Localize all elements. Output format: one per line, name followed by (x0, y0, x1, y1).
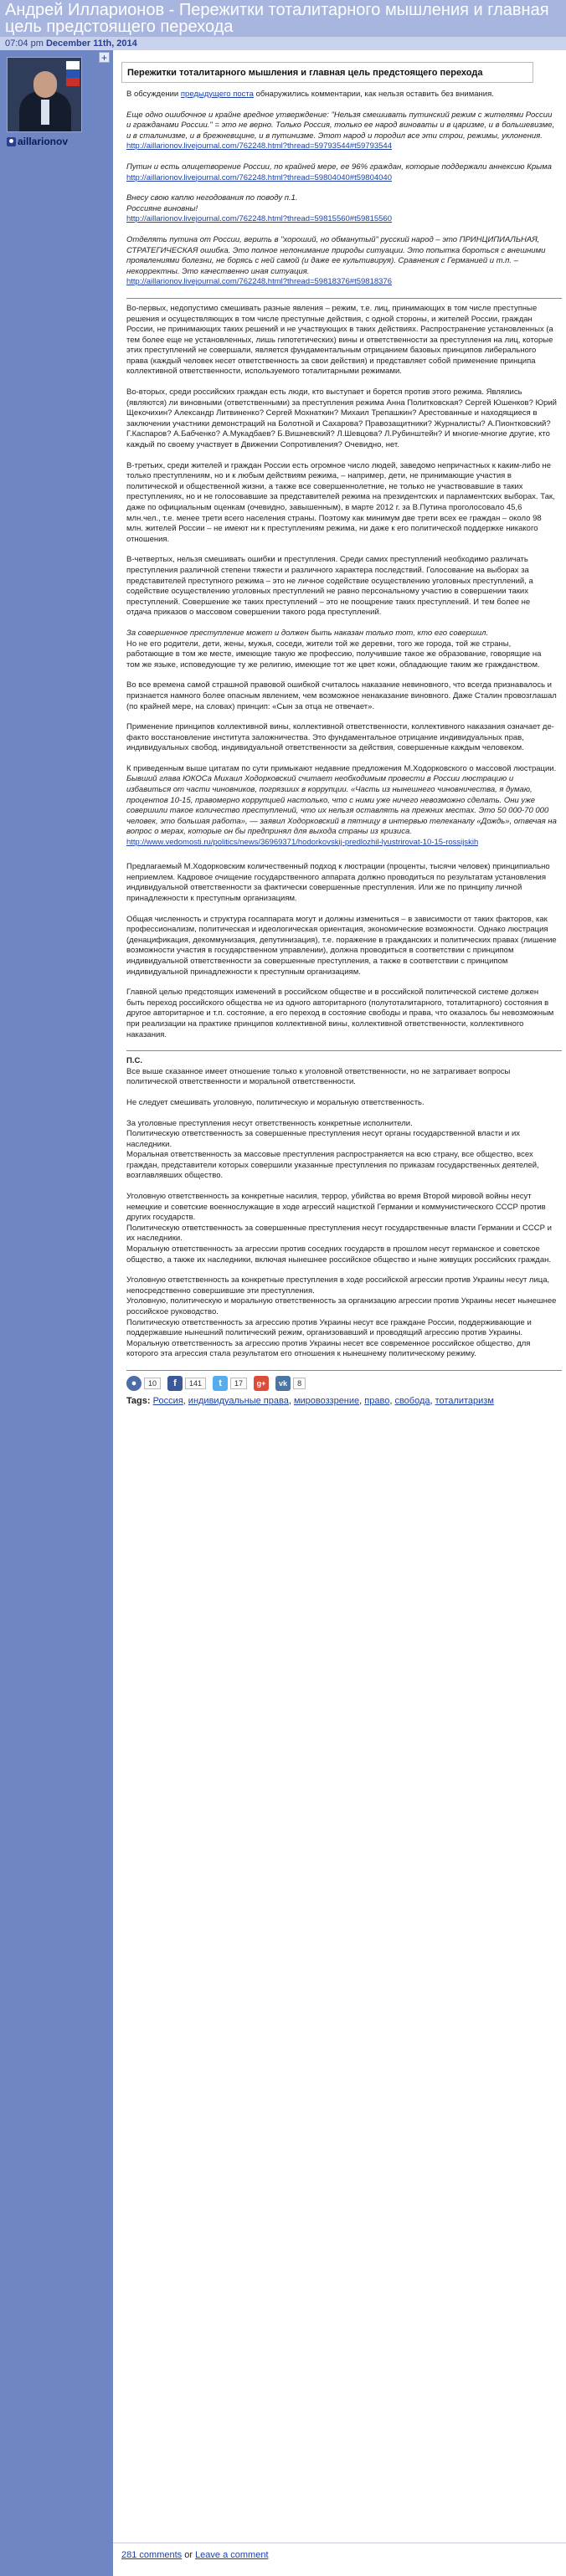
paragraph-sixth: Во все времена самой страшной правовой ошибкой считалось наказание невиновного, что всегда признавалось и признается намного более опасным явлением, чем возможное ненаказание виновного. Даже Сталин провозглашал (по крайней мере, на словах) принцип: «Сын за отца не отвечает». (126, 680, 557, 711)
post-time: 07:04 pm (5, 38, 44, 49)
paragraph-second: Во-вторых, среди российских граждан есть люди, кто выступает и борется против этого режима. Являлись (являются) ли виновными (ответственными) за преступления режима Анна Политковская? Сергей Юшенков? Юрий Щекочихин? Александр Литвиненко? Сергей Мохнаткин? Михаил Трепашкин? Арестованные и находящиеся в заключении участники демонстраций на Болотной и Сахарова? Правозащитники? Журналисты? А.Пионтковский? Г.Каспаров? А.Бабченко? А.Мукадбаев? Б.Вишневский? Л.Шевцова? Л.Рубинштейн? И многие-многие другие, кто каждый по своему участвует в Движении Сопротивления? Очевидно, нет. (126, 387, 557, 450)
leave-comment-link[interactable]: Leave a comment (195, 2550, 269, 2560)
quote-4 (126, 235, 557, 288)
footer-or: or (182, 2550, 196, 2560)
paragraph-third: В-третьих, среди жителей и граждан России есть огромное число людей, заведомо непричастных к каким-либо не только преступлениям, но и к любым действиям режима, – например, дети, не принимающие участия в политической и общественной жизни, а также все совершеннолетние, не только не участвовавшие в таких преступлениях, но и не голосовавшие за представителей режима на президентских и парламентских выборах. Так, даже по официальным оценкам (очевидно, завышенным), в марте 2012 г. за В.Путина проголосовало 45,6 млн.чел., т.е. менее трети всего населения страны. Поэтому как минимум две трети всех ее граждан – около 98 млн. жителей России – не имеют ни к преступлениям режима, ни даже к его политической поддержке никакого отношения. (126, 460, 555, 544)
quote-3-line-1: Внесу свою каплю негодования по поводу п.1. (126, 193, 298, 203)
post-body (121, 90, 557, 1406)
page-title: Андрей Илларионов - Пережитки тоталитарного мышления и главная цель предстоящего перехода (5, 1, 549, 36)
share-facebook-count: 141 (185, 1378, 206, 1389)
share-google-plus[interactable] (254, 1376, 269, 1391)
social-share-bar (126, 1376, 557, 1391)
quote-1-link[interactable]: http://aillarionov.livejournal.com/762248.html?thread=59793544#t59793544 (126, 141, 392, 151)
tags-label: Tags: (126, 1395, 151, 1406)
tag-link[interactable]: право (364, 1395, 390, 1406)
twitter-icon: t (213, 1376, 228, 1391)
share-lj-count: 10 (144, 1378, 161, 1389)
divider-ps (126, 1050, 562, 1051)
google-plus-icon: g+ (254, 1376, 269, 1391)
post-footer (113, 2543, 566, 2576)
tag-link[interactable]: свобода (394, 1395, 430, 1406)
intro-paragraph (126, 90, 557, 100)
intro-pre: В обсуждении (126, 90, 181, 99)
sidebar (0, 50, 113, 2576)
paragraph-ninth: Предлагаемый М.Ходорковским количественный подход к люстрации (проценты, тысячи человек) принципиально неприемлем. Кадровое очищение государственного аппарата должно проводиться по результатам установления индивидуальной ответственности за фактически совершенные преступления. Или же по принципу личной принадлежности к преступным организациям. (126, 862, 550, 903)
previous-post-link[interactable]: предыдущего поста (180, 90, 254, 99)
avatar-shirt (41, 100, 49, 125)
intro-post: обнаружились комментарии, как нельзя оставить без внимания. (253, 90, 494, 99)
quote-4-text: Отделять путина от России, верить в "хороший, но обманутый" русский народ – это ПРИНЦИПИАЛЬНАЯ, СТРАТЕГИЧЕСКАЯ ошибка. Это полное непонимание природы ситуации. Это попытка бороться с внешними проявлениями болезни, не борясь с ней самой (и даже ее культивируя). Сравнения с Германией и т.п. – некорректны. Это качественно иная ситуация. (126, 234, 546, 276)
quote-4-link[interactable]: http://aillarionov.livejournal.com/762248.html?thread=59818376#t59818376 (126, 277, 392, 287)
divider-social (126, 1370, 562, 1371)
paragraph-fifth-body: Но не его родители, дети, жены, мужья, соседи, жители той же деревни, того же города, той же страны, работающие в том же месте, имеющие такую же профессию, получившие такое же образование, говорящие на том же языке, исповедующие ту же религию, имеющие тот же цвет кожи, обладающие таким же гражданством. (126, 639, 542, 670)
username-text: aillarionov (18, 136, 69, 147)
ps-paragraph-4: Уголовную ответственность за конкретные насилия, террор, убийства во время Второй мировой войны несут немецкие и советские военнослужащие в ходе агрессий нацисткой Германии и коммунистического СССР против других государств. Политическую ответственность за совершенные преступления несут государственные власти Германии и СССР и их наследники. Моральную ответственность за агрессии против соседних государств в прошлом несут германское и советское общество, а также их наследники, включая нынешнее российское общество и ныне живущих российских граждан. (126, 1192, 552, 1265)
share-vkontakte[interactable] (275, 1376, 306, 1391)
paragraph-fifth (126, 629, 557, 670)
ps-paragraph-5: Уголовную ответственность за конкретные преступления в ходе российской агрессии против Украины несут лица, непосредственно совершившие эти преступления. Уголовную, политическую и моральную ответственность за организацию агрессии против Украины несет нынешнее российское руководство. Политическую ответственность за агрессию против Украины несут все граждане России, поддерживающие и поддержавшие нынешний политический режим, организовавший и проводящий агрессию против Украины. Моральную ответственность за агрессию против Украины несет все современное российское общество, для которого эта агрессия стала результатом его отношения к нынешнему политическому режиму. (126, 1275, 557, 1359)
quote-2-text: Путин и есть олицетворение России, по крайней мере, ее 96% граждан, которые поддержали аннексию Крыма (126, 162, 552, 172)
post-date-link[interactable]: December 11th, 2014 (45, 38, 137, 49)
facebook-icon: f (167, 1376, 183, 1391)
post-title: Пережитки тоталитарного мышления и главная цель предстоящего перехода (127, 68, 483, 78)
share-twitter-count: 17 (230, 1378, 247, 1389)
paragraph-fifth-lead: За совершенное преступление может и должен быть наказан только тот, кто его совершил. (126, 628, 489, 638)
paragraph-eighth-lead: К приведенным выше цитатам по сути примыкают недавние предложения М.Ходорковского о массовой люстрации. (126, 763, 557, 773)
share-vkontakte-count: 8 (293, 1378, 306, 1389)
paragraph-eighth (126, 764, 557, 852)
share-facebook[interactable] (167, 1376, 206, 1391)
paragraph-eleventh: Главной целью предстоящих изменений в российском обществе и в российской политической системе должен быть переход российского общества не из одного авторитарного (полутоталитарного, тоталитарного) состояния в другое авторитарное и т.п. состояние, а его переход в состояние свободы и права, что оказалось бы невозможным при реализации на практике принципов коллективной вины, коллективной ответственности, коллективного наказания. (126, 988, 554, 1039)
paragraph-fourth: В-четвертых, нельзя смешивать ошибки и преступления. Среди самих преступлений необходимо различать преступления различной степени тяжести и различного характера последствий. Голосование на выборах за представителей преступного режима – это не личное содействие осуществлению уголовных преступлений, а содействие осуществлению уголовных преступлений не равно персональному участию в совершении таких преступлений. Совершение же таких преступлений – это не поощрение таких преступлений. И тем более не отдача приказов о массовом совершении такого рода преступлений. (126, 555, 533, 618)
ps-block (126, 1056, 557, 1088)
quote-1 (126, 110, 557, 152)
username-link[interactable] (7, 136, 68, 147)
journal-title-bar (0, 0, 566, 37)
ps-paragraph-2: Не следует смешивать уголовную, политическую и моральную ответственность. (126, 1097, 424, 1107)
tag-link[interactable]: Россия (152, 1395, 183, 1406)
quote-3 (126, 193, 557, 225)
date-bar (0, 37, 566, 50)
ps-paragraph-3: За уголовные преступления несут ответственность конкретные исполнители. Политическую ответственность за совершенные преступления несут органы государственной власти и их наследники. Моральная ответственность за массовые преступления распространяется на всю страну, все общество, всех граждан, представители которых совершили указанные преступления по приказам государственных деятелей, возглавлявших общество. (126, 1118, 539, 1181)
quote-1-text: Еще одно ошибочное и крайне вредное утверждение: "Нельзя смешивать путинский режим с жителями России и гражданами России." = это не верно. Только Россия, только ее народ виноваты и в царизме, и в большевизме, и в сталинизме, и в брежневщине, и в путинизме. Этот народ и породил все эти строи, режимы, уклонения. (126, 110, 555, 141)
tag-link[interactable]: мировоззрение (293, 1395, 360, 1406)
quote-3-line-2: Россияне виновны! (126, 203, 198, 213)
tag-link[interactable]: тоталитаризм (435, 1395, 494, 1406)
ps-paragraph-1: Все выше сказанное имеет отношение только к уголовной ответственности, но не затрагивает вопросы политической ответственности и моральной ответственности. (126, 1066, 511, 1087)
paragraph-seventh: Применение принципов коллективной вины, коллективной ответственности, коллективного наказания означает де-факто восстановление института заложничества. Это фундаментальное отрицание индивидуальных прав, индивидуальных свобод, индивидуальной ответственности за действия, совершенные каждым человеком. (126, 722, 554, 753)
add-friend-button[interactable]: + (99, 52, 110, 63)
share-twitter[interactable] (213, 1376, 247, 1391)
khodorkovsky-quote: Бывший глава ЮКОСа Михаил Ходорковский считает необходимым провести в России люстрацию и избавиться от части чиновников, погрязших в коррупции. «Часть из нынешнего чиновничества, я думаю, процентов 10-15, правомерно коррупцией настолько, что с ними уже ничего невозможно сделать. Они уже совершили такое количество преступлений, что их нельзя оставлять на прежних местах. Это 50 000-70 000 человек, это большая работа», — заявил Ходорковский в пятницу в интервью телеканалу «Дождь», отвечая на вопрос о мерах, которые он бы предпринял для выхода страны из кризиса. (126, 774, 557, 837)
quote-3-link[interactable]: http://aillarionov.livejournal.com/762248.html?thread=59815560#t59815560 (126, 214, 392, 224)
quote-2-link[interactable]: http://aillarionov.livejournal.com/762248.html?thread=59804040#t59804040 (126, 172, 392, 182)
vedomosti-link[interactable]: http://www.vedomosti.ru/politics/news/36969371/hodorkovskij-predlozhil-lyustrirovat-10-15-rossijskih (126, 838, 479, 848)
post-content (113, 50, 566, 2543)
comments-link[interactable]: 281 comments (121, 2550, 183, 2560)
post-title-box (121, 62, 533, 83)
paragraph-tenth: Общая численность и структура госаппарата могут и должны измениться – в зависимости от таких факторов, как профессионализм, политическая и идеологическая ориентация, экономические возможности. Однако люстрация (денацификация, декоммунизация, депутинизация), т.е. поражение в гражданских и политических правах (лишение возможности участия в государственном управлении), должна проводиться в соответствии с принципом индивидуальной ответственности за совершенные преступления, а также в соответствии с принципом индивидуальной принадлежности к преступным организациям. (126, 914, 557, 977)
user-icon (7, 137, 16, 146)
ps-title: П.С. (126, 1056, 142, 1066)
flag-image (66, 61, 80, 86)
tag-link[interactable]: индивидуальные права (188, 1395, 289, 1406)
share-lj[interactable] (126, 1376, 161, 1391)
divider (126, 298, 562, 299)
avatar-head (33, 71, 57, 98)
tags-line: Tags: Россия, индивидуальные права, мировоззрение, право, свобода, тоталитаризм (126, 1395, 494, 1406)
avatar[interactable] (7, 57, 82, 132)
lj-icon: ● (126, 1376, 142, 1391)
paragraph-first: Во-первых, недопустимо смешивать разные явления – режим, т.е. лиц, принимающих в том числе преступные решения и осуществляющих в том числе преступные действия, с одной стороны, и жителей России, граждан России, не принимающих таких решений и не участвующих в таких действиях. Распространение установленных (а тем более еще не установленных, лишь гипотетических) вины и ответственности за преступления на лиц, которые этих преступлений не совершали, является фундаментальным отрицанием базовых принципов либерального права (каждый человек несет ответственность за свои действия) и представляет собой применение принципа коллективной ответственности, используемого тоталитарными режимами. (126, 303, 553, 377)
vkontakte-icon: vk (275, 1376, 291, 1391)
quote-2 (126, 162, 557, 183)
